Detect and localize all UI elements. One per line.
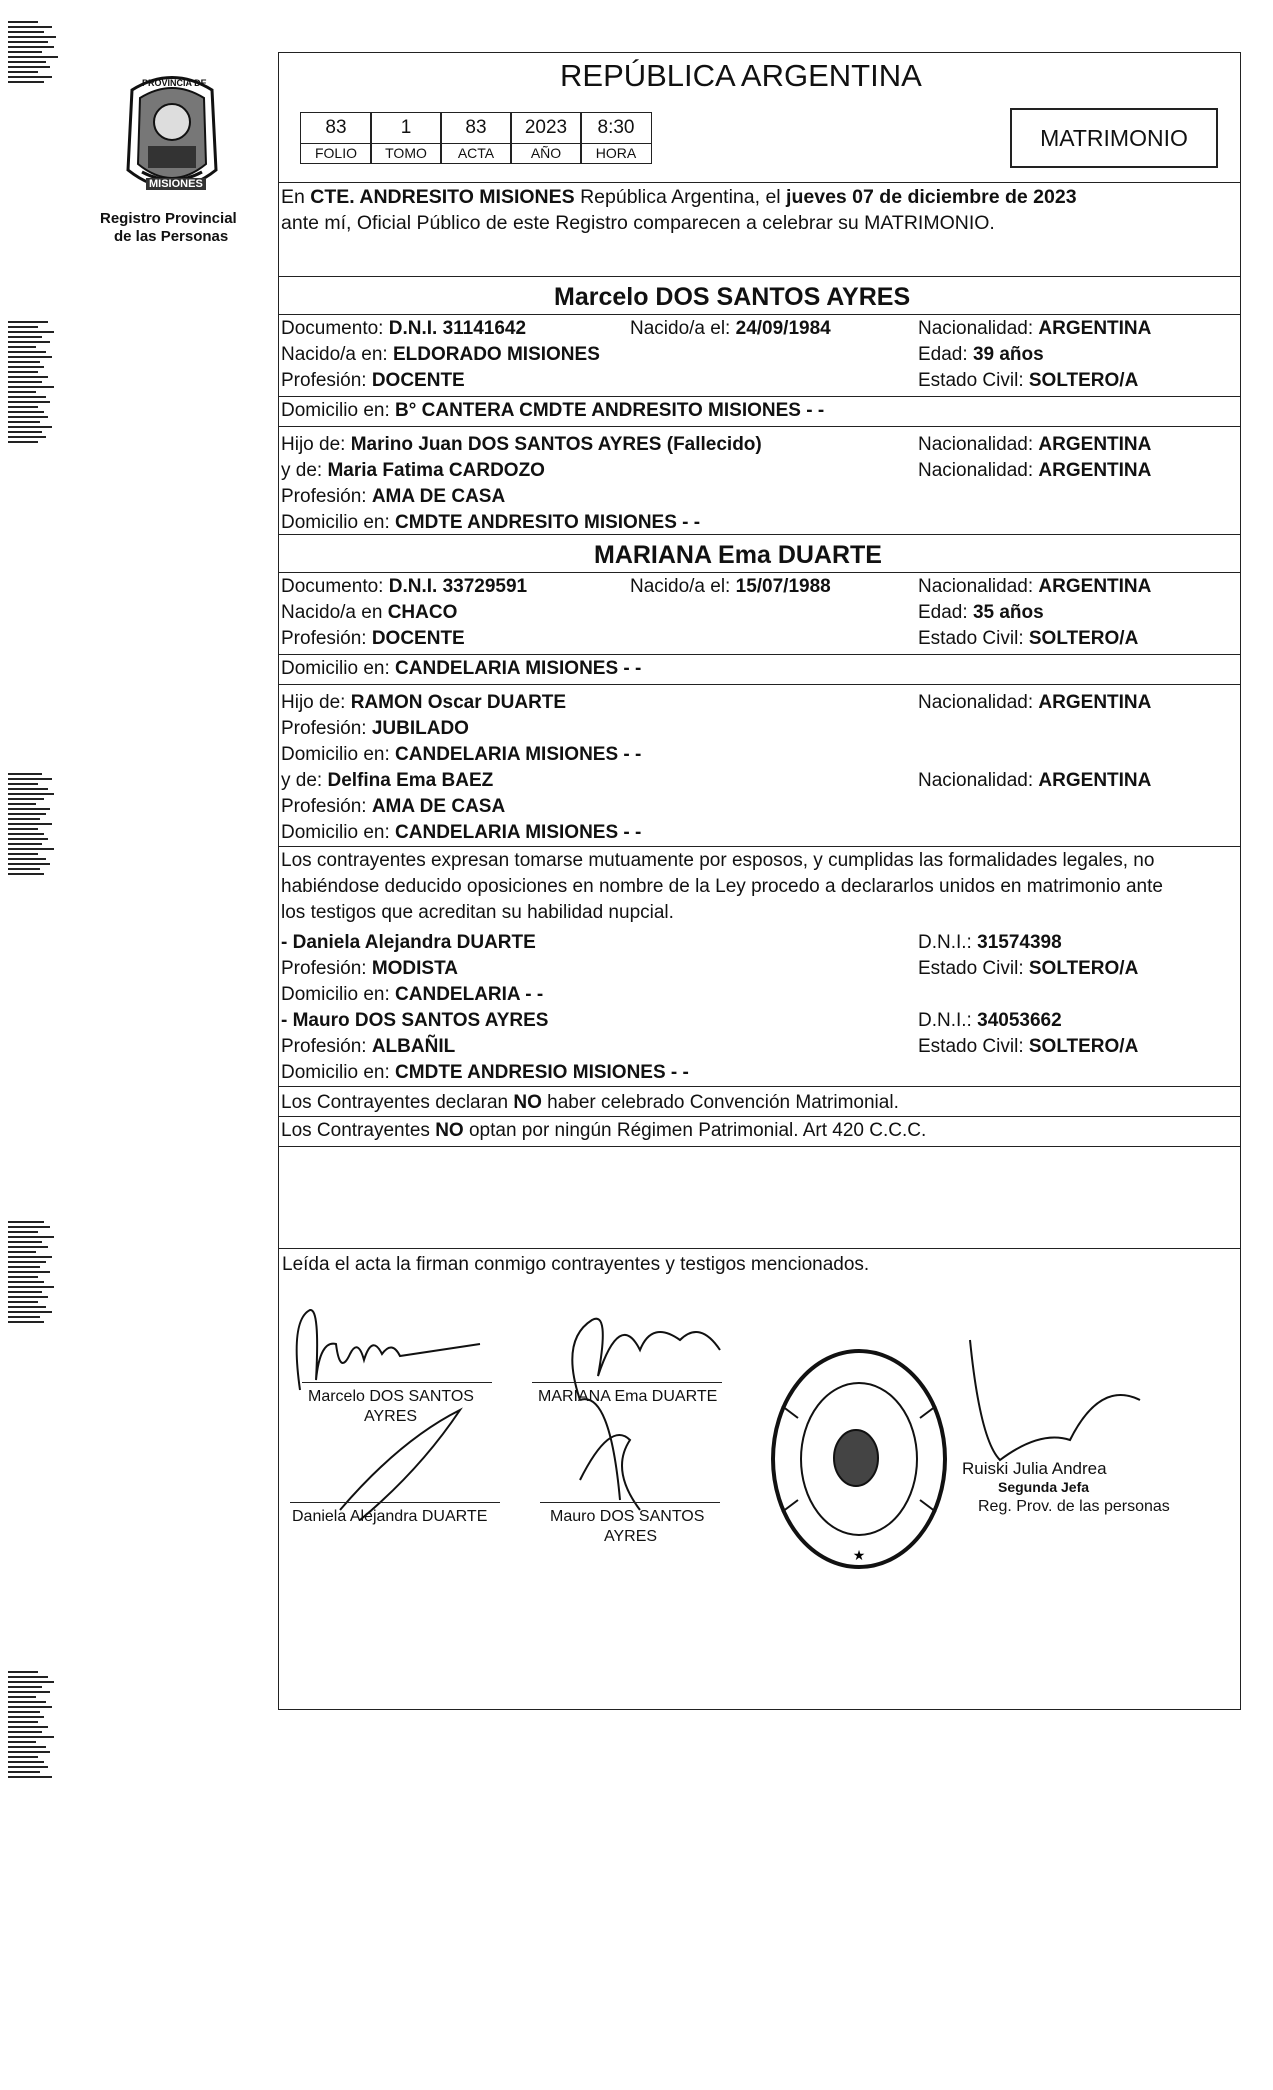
spouse1-civil-status: Estado Civil: SOLTERO/A	[918, 370, 1139, 391]
witness2-address: Domicilio en: CMDTE ANDRESIO MISIONES - -	[281, 1062, 689, 1083]
notes-mid-divider	[278, 1116, 1241, 1117]
spouse1-address-divider	[278, 426, 1241, 427]
svg-text:★: ★	[852, 1548, 866, 1564]
emblem-top-text: PROVINCIA DE	[142, 78, 207, 88]
spouse1-parents-address: Domicilio en: CMDTE ANDRESITO MISIONES - -	[281, 512, 701, 533]
document-title: REPÚBLICA ARGENTINA	[560, 58, 922, 93]
spouse2-age: Edad: 35 años	[918, 602, 1044, 623]
acta-type-label: MATRIMONIO	[1040, 125, 1188, 151]
witness2-name: - Mauro DOS SANTOS AYRES	[281, 1010, 549, 1031]
spouse1-name-divider	[278, 314, 1241, 315]
official-seal	[768, 1346, 950, 1572]
spouse1-name: Marcelo DOS SANTOS AYRES	[554, 283, 911, 311]
spouse2-civil-status: Estado Civil: SOLTERO/A	[918, 628, 1139, 649]
spouse2-nationality: Nacionalidad: ARGENTINA	[918, 576, 1152, 597]
sig1-name-2: AYRES	[364, 1408, 418, 1425]
intro-line-1: En CTE. ANDRESITO MISIONES República Argentina, el jueves 07 de diciembre de 2023	[281, 186, 1077, 208]
spouse1-mother-profession: Profesión: AMA DE CASA	[281, 486, 506, 507]
sig1-name: Marcelo DOS SANTOS	[308, 1388, 474, 1405]
spouse2-mother-nationality: Nacionalidad: ARGENTINA	[918, 770, 1152, 791]
header-divider	[278, 182, 1241, 183]
spouse2-top-divider	[278, 534, 1241, 535]
witness1-dni: D.N.I.: 31574398	[918, 932, 1062, 953]
spouse1-mother-nationality: Nacionalidad: ARGENTINA	[918, 460, 1152, 481]
sig2-name: MARIANA Ema DUARTE	[538, 1388, 718, 1405]
notes-bottom-divider	[278, 1146, 1241, 1147]
witness2-civil-status: Estado Civil: SOLTERO/A	[918, 1036, 1139, 1057]
sig4-name: Mauro DOS SANTOS	[550, 1508, 705, 1525]
registry-seal-icon	[768, 1346, 950, 1572]
cell-tomo: 1 TOMO	[370, 112, 442, 164]
cell-hora: 8:30 HORA	[580, 112, 652, 164]
declaration-line-1: Los contrayentes expresan tomarse mutuamente por esposos, y cumplidas las formalidades legales, no	[281, 850, 1155, 871]
acta-type-badge	[1010, 108, 1218, 168]
notes-top-divider	[278, 1086, 1241, 1087]
spouse2-address: Domicilio en: CANDELARIA MISIONES - -	[281, 658, 642, 679]
emblem-bottom-text: MISIONES	[146, 178, 206, 190]
spouse1-age: Edad: 39 años	[918, 344, 1044, 365]
spouse1-born-place: Nacido/a en: ELDORADO MISIONES	[281, 344, 600, 365]
spouse2-father-nationality: Nacionalidad: ARGENTINA	[918, 692, 1152, 713]
sig2-line	[532, 1382, 722, 1383]
spouse2-name-divider	[278, 572, 1241, 573]
witness1-profession: Profesión: MODISTA	[281, 958, 459, 979]
spouse2-born-date: Nacido/a el: 15/07/1988	[630, 576, 831, 597]
signatures-top-divider	[278, 1248, 1241, 1249]
intro-line-2: ante mí, Oficial Público de este Registro comparecen a celebrar su MATRIMONIO.	[281, 212, 995, 234]
sig3-name: Daniela Alejandra DUARTE	[292, 1508, 488, 1525]
spouse1-address: Domicilio en: B° CANTERA CMDTE ANDRESITO MISIONES - -	[281, 400, 825, 421]
spouse2-row-divider	[278, 654, 1241, 655]
note-convention: Los Contrayentes declaran NO haber celebrado Convención Matrimonial.	[281, 1092, 899, 1113]
spouse1-doc: Documento: D.N.I. 31141642	[281, 318, 527, 339]
witness1-civil-status: Estado Civil: SOLTERO/A	[918, 958, 1139, 979]
scan-mark-3	[8, 770, 60, 878]
official-role: Segunda Jefa	[998, 1479, 1090, 1495]
declaration-line-2: habiéndose deducido oposiciones en nombre de la Ley procedo a declararlos unidos en matrimonio ante	[281, 876, 1163, 897]
scan-mark-2	[8, 318, 60, 446]
registry-emblem	[112, 60, 232, 210]
spouse2-doc: Documento: D.N.I. 33729591	[281, 576, 528, 597]
sig4-name-2: AYRES	[604, 1528, 658, 1545]
registry-line-2: de las Personas	[114, 228, 229, 245]
cell-anio: 2023 AÑO	[510, 112, 582, 164]
spouse1-father-nationality: Nacionalidad: ARGENTINA	[918, 434, 1152, 455]
spouse2-mother-address: Domicilio en: CANDELARIA MISIONES - -	[281, 822, 642, 843]
spouse2-profession: Profesión: DOCENTE	[281, 628, 465, 649]
spouse2-father-profession: Profesión: JUBILADO	[281, 718, 469, 739]
witness1-address: Domicilio en: CANDELARIA - -	[281, 984, 544, 1005]
spouse1-row-divider	[278, 396, 1241, 397]
sig3-line	[290, 1502, 500, 1503]
spouse2-name: MARIANA Ema DUARTE	[594, 541, 882, 569]
scan-mark-4	[8, 1218, 60, 1326]
spouse2-father: Hijo de: RAMON Oscar DUARTE	[281, 692, 567, 713]
spouse1-father: Hijo de: Marino Juan DOS SANTOS AYRES (Fallecido)	[281, 434, 762, 455]
sig1-line	[302, 1382, 492, 1383]
spouse2-born-place: Nacido/a en CHACO	[281, 602, 458, 623]
cell-folio: 83 FOLIO	[300, 112, 372, 164]
official-registry: Reg. Prov. de las personas	[978, 1498, 1170, 1515]
witness1-name: - Daniela Alejandra DUARTE	[281, 932, 536, 953]
scan-mark-5	[8, 1668, 60, 1781]
official-signature-name: Ruiski Julia Andrea	[962, 1459, 1107, 1478]
spouse2-address-divider	[278, 684, 1241, 685]
witness2-dni: D.N.I.: 34053662	[918, 1010, 1062, 1031]
spouse1-top-divider	[278, 276, 1241, 277]
sig4-line	[540, 1502, 720, 1503]
cell-acta: 83 ACTA	[440, 112, 512, 164]
spouse1-profession: Profesión: DOCENTE	[281, 370, 465, 391]
note-regime: Los Contrayentes NO optan por ningún Régimen Patrimonial. Art 420 C.C.C.	[281, 1120, 927, 1141]
declaration-top-divider	[278, 846, 1241, 847]
spouse1-nationality: Nacionalidad: ARGENTINA	[918, 318, 1152, 339]
registry-line-1: Registro Provincial	[100, 210, 237, 227]
witness2-profession: Profesión: ALBAÑIL	[281, 1036, 456, 1057]
signatures-intro: Leída el acta la firman conmigo contrayentes y testigos mencionados.	[282, 1254, 870, 1275]
spouse2-mother: y de: Delfina Ema BAEZ	[281, 770, 494, 791]
spouse1-born-date: Nacido/a el: 24/09/1984	[630, 318, 831, 339]
spouse2-father-address: Domicilio en: CANDELARIA MISIONES - -	[281, 744, 642, 765]
spouse1-mother: y de: Maria Fatima CARDOZO	[281, 460, 545, 481]
scan-mark-1	[8, 18, 60, 86]
spouse2-mother-profession: Profesión: AMA DE CASA	[281, 796, 506, 817]
declaration-line-3: los testigos que acreditan su habilidad nupcial.	[281, 902, 674, 923]
